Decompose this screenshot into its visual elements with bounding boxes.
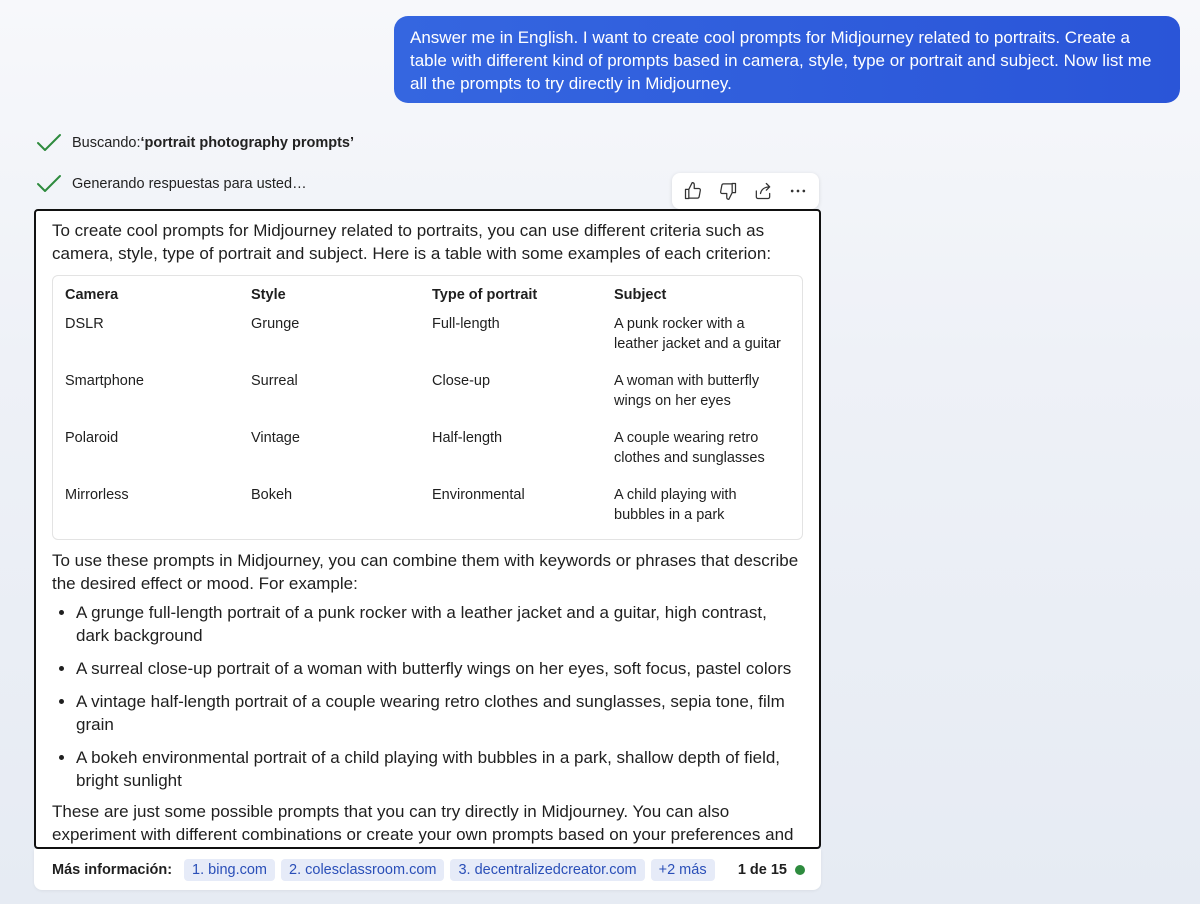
user-message-text: Answer me in English. I want to create cool prompts for Midjourney related to portraits. Create a table with different kind of prompts based in camera, style, type or portrait and subject. Now list me all the prompts to try directly in Midjourney. bbox=[410, 28, 1152, 93]
table-cell: Grunge bbox=[251, 316, 300, 332]
table-row bbox=[65, 371, 790, 428]
table-cell: Polaroid bbox=[65, 430, 119, 446]
table-cell: A child playing with bubbles in a park bbox=[614, 487, 737, 523]
table-row bbox=[65, 428, 790, 485]
more-icon bbox=[788, 181, 808, 201]
source-link-bing[interactable]: 1. bing.com bbox=[184, 859, 275, 881]
source-link-decentralizedcreator[interactable]: 3. decentralizedcreator.com bbox=[450, 859, 644, 881]
table-cell: A woman with butterfly wings on her eyes bbox=[614, 373, 760, 409]
status-dot-icon bbox=[795, 865, 805, 875]
response-usage: To use these prompts in Midjourney, you can combine them with keywords or phrases that describe the desired effect or mood. For example: bbox=[52, 551, 799, 593]
list-item: • A vintage half-length portrait of a couple wearing retro clothes and sunglasses, sepia tone, film grain bbox=[76, 690, 803, 736]
thumbs-up-icon bbox=[683, 181, 703, 201]
table-header: Subject bbox=[614, 287, 667, 303]
table-cell: Environmental bbox=[432, 487, 525, 503]
response-counter: 1 de 15 bbox=[737, 861, 787, 878]
table-cell: Half-length bbox=[432, 430, 503, 446]
more-options-button[interactable] bbox=[783, 176, 813, 206]
like-button[interactable] bbox=[678, 176, 708, 206]
table-cell: Close-up bbox=[432, 373, 491, 389]
table-cell: Vintage bbox=[251, 430, 300, 446]
thumbs-down-icon bbox=[718, 181, 738, 201]
more-info-label: Más información: bbox=[52, 861, 173, 878]
table-cell: Full-length bbox=[432, 316, 500, 332]
response-action-bar bbox=[672, 173, 819, 209]
table-header: Camera bbox=[65, 287, 119, 303]
assistant-response bbox=[34, 209, 821, 849]
table-row bbox=[65, 485, 790, 542]
example-prompt-list bbox=[52, 601, 803, 792]
table-cell: Bokeh bbox=[251, 487, 293, 503]
status-searching bbox=[36, 131, 354, 155]
share-icon bbox=[753, 181, 773, 201]
user-message-bubble bbox=[394, 16, 1180, 103]
status-generating bbox=[36, 172, 307, 196]
status-search-query: ‘portrait photography prompts’ bbox=[140, 135, 354, 151]
prompt-table bbox=[52, 275, 803, 540]
sources-footer bbox=[34, 849, 821, 890]
source-link-colesclassroom[interactable]: 2. colesclassroom.com bbox=[281, 859, 444, 881]
table-cell: DSLR bbox=[65, 316, 104, 332]
table-cell: A punk rocker with a leather jacket and a guitar bbox=[614, 316, 781, 352]
list-item: • A grunge full-length portrait of a punk rocker with a leather jacket and a guitar, high contrast, dark background bbox=[76, 601, 803, 647]
more-sources-button[interactable]: +2 más bbox=[651, 859, 715, 881]
table-cell: A couple wearing retro clothes and sunglasses bbox=[614, 430, 765, 466]
status-searching-prefix: Buscando: bbox=[72, 135, 141, 151]
list-item: • A surreal close-up portrait of a woman with butterfly wings on her eyes, soft focus, pastel colors bbox=[76, 657, 803, 680]
checkmark-icon bbox=[36, 133, 62, 153]
table-row bbox=[65, 314, 790, 371]
table-header-row bbox=[65, 276, 790, 314]
response-closing: These are just some possible prompts that you can try directly in Midjourney. You can also experiment with different combinations or create your own prompts based on your preferences and bbox=[52, 802, 794, 844]
response-intro: To create cool prompts for Midjourney related to portraits, you can use different criteria such as camera, style, type of portrait and subject. Here is a table with some examples of each criterion: bbox=[52, 221, 772, 263]
share-button[interactable] bbox=[748, 176, 778, 206]
dislike-button[interactable] bbox=[713, 176, 743, 206]
table-header: Type of portrait bbox=[432, 287, 538, 303]
list-item: • A bokeh environmental portrait of a child playing with bubbles in a park, shallow depth of field, bright sunlight bbox=[76, 746, 803, 792]
table-cell: Smartphone bbox=[65, 373, 144, 389]
table-header: Style bbox=[251, 287, 286, 303]
table-cell: Mirrorless bbox=[65, 487, 129, 503]
checkmark-icon bbox=[36, 174, 62, 194]
table-cell: Surreal bbox=[251, 373, 298, 389]
status-generating-text: Generando respuestas para usted… bbox=[72, 176, 307, 192]
